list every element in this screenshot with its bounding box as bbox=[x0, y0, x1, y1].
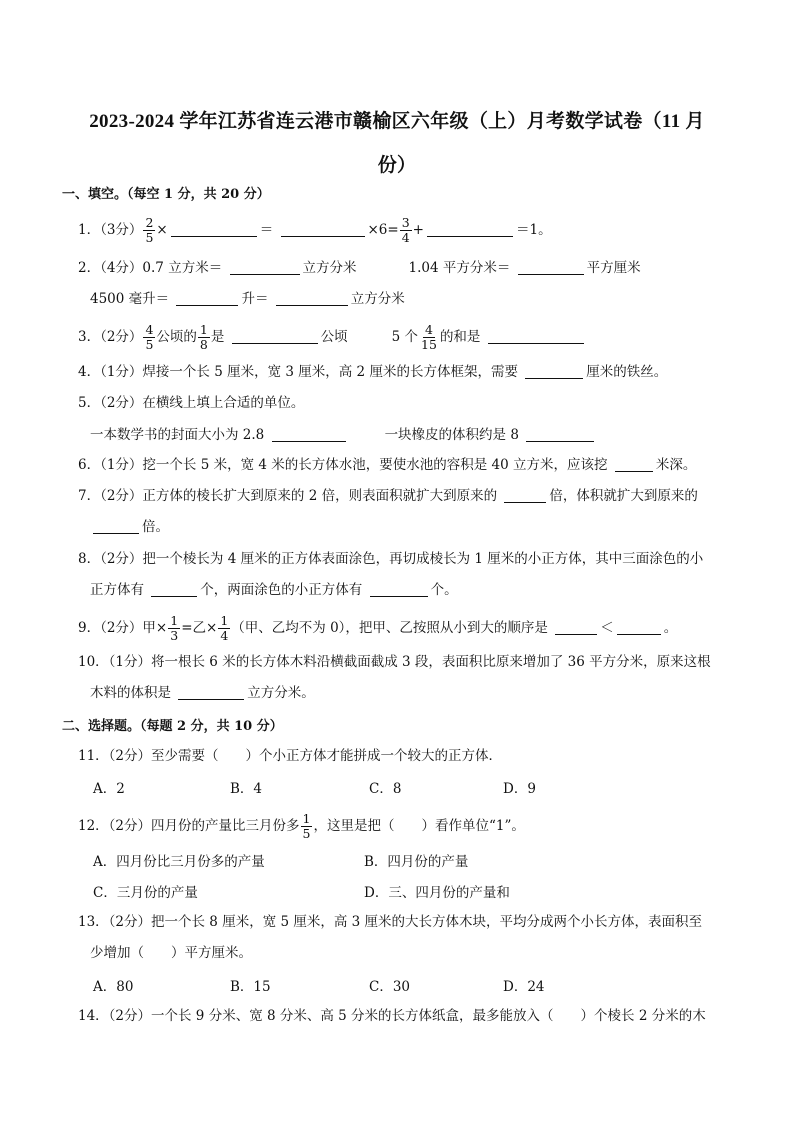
question-2-line-2 bbox=[90, 289, 405, 309]
unit-label: 升＝ bbox=[241, 291, 269, 307]
answer-blank[interactable] bbox=[93, 518, 139, 534]
denominator: 5 bbox=[145, 230, 154, 245]
title-line-1: 2023-2024 学年江苏省连云港市赣榆区六年级（上）月考数学试卷（11 月 bbox=[89, 111, 705, 132]
equals-sign: ＝ bbox=[259, 222, 274, 238]
answer-blank[interactable] bbox=[525, 363, 583, 379]
option-d[interactable]: D．三、四月份的产量和 bbox=[364, 885, 510, 901]
question-8-line-2 bbox=[90, 580, 458, 600]
question-5-line-2 bbox=[90, 425, 597, 445]
q12-text: ，这里是把（ ）看作单位“1”。 bbox=[313, 818, 525, 834]
fraction bbox=[218, 614, 230, 643]
q7-text: 7．（2分）正方体的棱长扩大到原来的 2 倍，则表面积就扩大到原来的 bbox=[78, 488, 498, 504]
q10-text: 木料的体积是 bbox=[90, 685, 171, 701]
denominator: 4 bbox=[401, 230, 410, 245]
q5-part-1: 一本数学书的封面大小为 2.8 bbox=[90, 427, 265, 443]
numerator: 4 bbox=[425, 322, 433, 337]
q1-end: ＝1。 bbox=[515, 222, 552, 238]
q3-text: 的和是 bbox=[439, 329, 481, 345]
option-c[interactable]: C．三月份的产量 bbox=[93, 885, 198, 901]
fraction bbox=[301, 812, 313, 841]
option-c[interactable]: C．30 bbox=[369, 979, 411, 995]
q7-text: 倍。 bbox=[142, 519, 169, 535]
denominator: 3 bbox=[170, 628, 179, 643]
q6-text: 6．（1分）挖一个长 5 米，宽 4 米的长方体水池，要使水池的容积是 40 立方米，应该挖 bbox=[78, 457, 608, 473]
question-3 bbox=[78, 323, 587, 352]
less-than-sign: ＜ bbox=[600, 620, 614, 636]
answer-blank[interactable] bbox=[370, 581, 428, 597]
option-c[interactable]: C．8 bbox=[369, 781, 402, 797]
question-6 bbox=[78, 455, 696, 475]
question-9 bbox=[78, 614, 677, 643]
question-1 bbox=[78, 216, 552, 245]
fraction bbox=[198, 323, 210, 352]
q1-prefix: 1．（3分） bbox=[78, 222, 143, 238]
option-d[interactable]: D．24 bbox=[503, 979, 545, 995]
question-8 bbox=[78, 549, 703, 569]
q8-text: 正方体有 bbox=[90, 582, 144, 598]
answer-blank[interactable] bbox=[171, 221, 257, 237]
numerator: 1 bbox=[199, 322, 208, 337]
q5-text: 5．（2分）在横线上填上合适的单位。 bbox=[78, 395, 305, 411]
q9-prefix: 9．（2分）甲× bbox=[78, 620, 168, 636]
q8-text: 8．（2分）把一个棱长为 4 厘米的正方体表面涂色，再切成棱长为 1 厘米的小正方体，其中三面涂色的小 bbox=[78, 551, 704, 567]
q3-prefix: 3．（2分） bbox=[78, 329, 143, 345]
q13-text: 少增加（ ）平方厘米。 bbox=[90, 945, 252, 961]
denominator: 5 bbox=[302, 826, 311, 841]
q8-text: 个。 bbox=[430, 582, 458, 598]
denominator: 15 bbox=[421, 337, 437, 352]
option-a[interactable]: A．2 bbox=[93, 781, 125, 797]
fraction bbox=[400, 216, 412, 245]
question-7-line-2 bbox=[90, 517, 169, 537]
unit-label: 立方分米 bbox=[350, 291, 405, 307]
exam-title bbox=[60, 100, 734, 188]
fraction bbox=[419, 323, 439, 352]
question-4 bbox=[78, 362, 667, 382]
numerator: 4 bbox=[145, 322, 154, 337]
numerator: 2 bbox=[145, 215, 154, 230]
q2-part-2: 1.04 平方分米＝ bbox=[408, 260, 511, 276]
times-six: ×6= bbox=[367, 222, 399, 238]
numerator: 1 bbox=[220, 613, 229, 628]
q4-text: 厘米的铁丝。 bbox=[586, 364, 668, 380]
option-b[interactable]: B．15 bbox=[230, 979, 271, 995]
q12-text: 12．（2分）四月份的产量比三月份多 bbox=[78, 818, 300, 834]
question-2-line-1 bbox=[78, 258, 641, 278]
unit-label: 平方厘米 bbox=[586, 260, 641, 276]
q6-text: 米深。 bbox=[655, 457, 697, 473]
option-a[interactable]: A．四月份比三月份多的产量 bbox=[93, 854, 265, 870]
unit-label: 立方分米 bbox=[302, 260, 357, 276]
option-d[interactable]: D．9 bbox=[503, 781, 536, 797]
answer-blank[interactable] bbox=[176, 290, 238, 306]
answer-blank[interactable] bbox=[488, 328, 584, 344]
question-13 bbox=[78, 912, 702, 932]
question-5 bbox=[78, 393, 304, 413]
question-7 bbox=[78, 486, 698, 506]
answer-blank[interactable] bbox=[151, 581, 197, 597]
answer-blank[interactable] bbox=[555, 619, 597, 635]
answer-blank[interactable] bbox=[615, 456, 653, 472]
question-13-line-2 bbox=[90, 943, 252, 963]
answer-blank[interactable] bbox=[230, 259, 300, 275]
answer-blank[interactable] bbox=[272, 426, 346, 442]
denominator: 5 bbox=[145, 337, 154, 352]
answer-blank[interactable] bbox=[617, 619, 661, 635]
numerator: 1 bbox=[302, 811, 311, 826]
q3-text: 公顷的 bbox=[156, 329, 197, 345]
answer-blank[interactable] bbox=[526, 426, 594, 442]
question-12 bbox=[78, 812, 525, 841]
fraction bbox=[143, 323, 155, 352]
answer-blank[interactable] bbox=[276, 290, 348, 306]
denominator: 8 bbox=[199, 337, 208, 352]
answer-blank[interactable] bbox=[504, 487, 546, 503]
q10-text: 10．（1分）将一根长 6 米的长方体木料沿横截面截成 3 段，表面积比原来增加了 36 平方分米，原来这根 bbox=[78, 654, 711, 670]
question-10 bbox=[78, 652, 711, 672]
section-2-heading: 二、选择题。（每题 2 分，共 10 分） bbox=[62, 719, 283, 734]
plus-sign: + bbox=[412, 222, 424, 238]
q9-text: （甲、乙均不为 0），把甲、乙按照从小到大的顺序是 bbox=[231, 620, 548, 636]
section-1-heading: 一、填空。（每空 1 分，共 20 分） bbox=[62, 187, 270, 202]
question-11 bbox=[78, 746, 502, 766]
answer-blank[interactable] bbox=[178, 684, 244, 700]
option-a[interactable]: A．80 bbox=[93, 979, 134, 995]
q9-text: =乙× bbox=[181, 620, 218, 636]
q11-text: 11．（2分）至少需要（ ）个小正方体才能拼成一个较大的正方体． bbox=[78, 748, 503, 764]
q14-text: 14．（2分）一个长 9 分米、宽 8 分米、高 5 分米的长方体纸盒，最多能放入（ ）个棱长 2 分米的木 bbox=[78, 1008, 706, 1024]
q2-part-3: 4500 毫升＝ bbox=[90, 291, 170, 307]
answer-blank[interactable] bbox=[281, 221, 365, 237]
option-b[interactable]: B．四月份的产量 bbox=[364, 854, 469, 870]
q13-text: 13．（2分）把一个长 8 厘米，宽 5 厘米，高 3 厘米的大长方体木块，平均分成两个小长方体，表面积至 bbox=[78, 914, 703, 930]
times-sign: × bbox=[156, 222, 168, 238]
fraction bbox=[168, 614, 180, 643]
answer-blank[interactable] bbox=[518, 259, 584, 275]
numerator: 3 bbox=[401, 215, 410, 230]
fraction bbox=[143, 216, 155, 245]
option-b[interactable]: B．4 bbox=[230, 781, 263, 797]
question-14 bbox=[78, 1006, 706, 1026]
title-line-2: 份） bbox=[377, 155, 417, 176]
question-10-line-2 bbox=[90, 683, 315, 703]
q7-text: 倍，体积就扩大到原来的 bbox=[549, 488, 698, 504]
answer-blank[interactable] bbox=[232, 328, 318, 344]
numerator: 1 bbox=[170, 613, 179, 628]
q3-text: 是 bbox=[210, 329, 225, 345]
q4-text: 4．（1分）焊接一个长 5 厘米，宽 3 厘米，高 2 厘米的长方体框架，需要 bbox=[78, 364, 518, 380]
unit-label: 公顷 bbox=[320, 329, 348, 345]
q8-text: 个，两面涂色的小正方体有 bbox=[200, 582, 363, 598]
q9-end: 。 bbox=[663, 620, 678, 636]
denominator: 4 bbox=[220, 628, 229, 643]
q3-text: 5 个 bbox=[391, 329, 419, 345]
q5-part-2: 一块橡皮的体积约是 8 bbox=[384, 427, 519, 443]
q2-prefix: 2．（4分）0.7 立方米＝ bbox=[78, 260, 223, 276]
answer-blank[interactable] bbox=[427, 221, 513, 237]
q10-text: 立方分米。 bbox=[247, 685, 315, 701]
